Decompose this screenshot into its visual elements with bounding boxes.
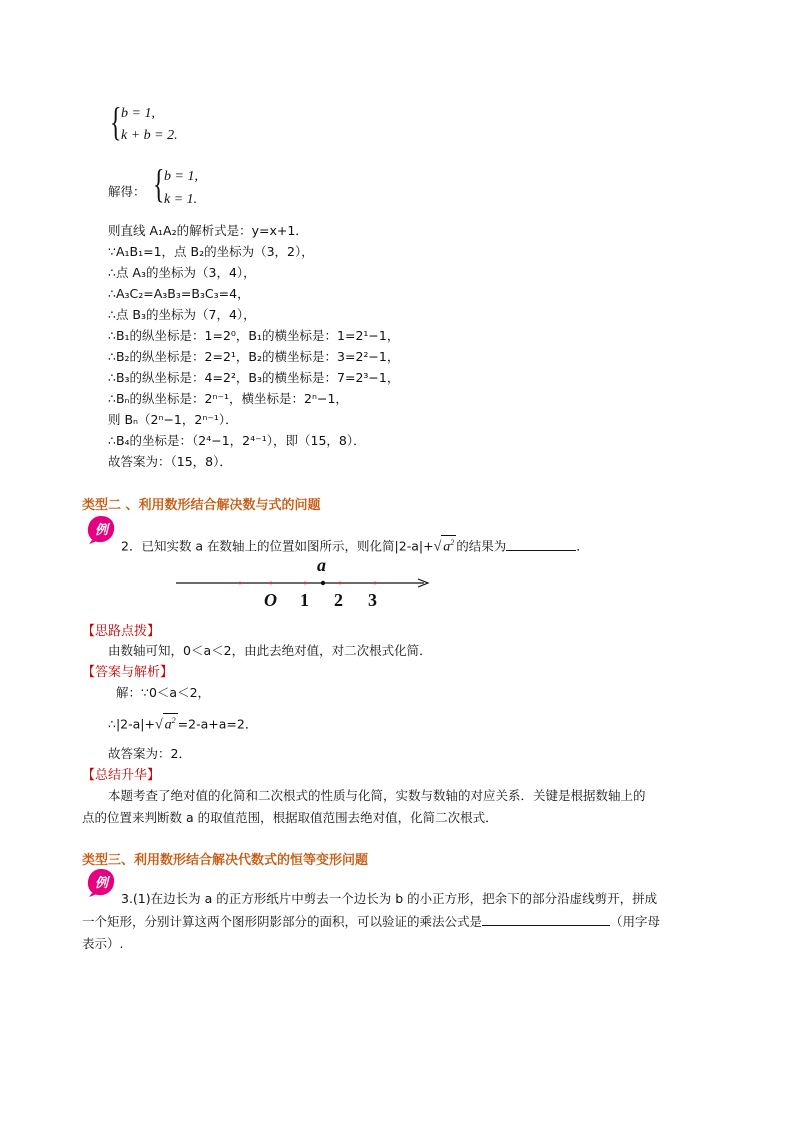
sqrt-base: a — [443, 539, 451, 555]
solution-line: 则 Bₙ（2ⁿ−1，2ⁿ⁻¹）． — [108, 412, 238, 427]
solution-line: ∴B₄的坐标是：（2⁴−1，2⁴⁻¹），即（15，8）． — [108, 433, 366, 448]
axis-tick — [339, 582, 342, 585]
solution-line: 则直线 A₁A₂的解析式是：y=x+1． — [108, 223, 308, 238]
question-3-line-3: 表示）. — [82, 936, 124, 951]
summary-tag: 【总结升华】 — [82, 768, 161, 783]
system-eq1: b = 1, — [121, 106, 155, 121]
answer-line-2-post: =2-a+a=2． — [177, 716, 258, 732]
answer-blank[interactable] — [506, 538, 576, 551]
solution-line: ∴Bₙ的纵坐标是：2ⁿ⁻¹，横坐标是：2ⁿ−1， — [108, 391, 348, 406]
axis-label-2: 2 — [334, 590, 343, 610]
axis-label-a: a — [317, 555, 326, 575]
sqrt-expr: √ $a^2$ — [434, 535, 457, 556]
point-a — [321, 581, 325, 585]
axis-label-o: O — [264, 590, 277, 610]
axis-label-3: 3 — [368, 590, 377, 610]
solution-line: ∴B₁的纵坐标是：1=2⁰，B₁的横坐标是：1=2¹−1， — [108, 328, 400, 343]
solution-line: ∴A₃C₂=A₃B₃=B₃C₃=4， — [108, 286, 250, 301]
solution-line: 故答案为：（15，8）． — [108, 454, 232, 469]
question-3-line-2 — [82, 912, 660, 930]
question-3-line-2-pre: 一个矩形，分别计算这两个图形阴影部分的面积，可以验证的乘法公式是 — [82, 914, 483, 929]
solution-line: ∴点 A₃的坐标为（3，4）， — [108, 265, 256, 280]
sqrt-base: a — [164, 717, 172, 733]
formula-blank[interactable] — [482, 913, 610, 926]
answer-line-1: 解：∵0＜a＜2， — [116, 685, 211, 700]
question-2: 2．已知实数 a 在数轴上的位置如图所示，则化简|2-a|+√ $a^2$ 的结果为 ． — [121, 535, 589, 556]
axis-label-1: 1 — [300, 590, 309, 610]
section-heading: 类型三、利用数形结合解决代数式的恒等变形问题 — [82, 853, 369, 868]
solve-eq1: b = 1, — [164, 169, 198, 184]
badge-label: 例 — [95, 876, 109, 891]
solve-label: 解得： — [108, 184, 146, 199]
hint-text: 由数轴可知，0＜a＜2，由此去绝对值，对二次根式化简． — [108, 643, 432, 658]
axis-tick — [239, 582, 242, 585]
axis-tick — [270, 582, 273, 585]
solution-line: ∴B₂的纵坐标是：2=2¹，B₂的横坐标是：3=2²−1， — [108, 349, 400, 364]
answer-line-2 — [108, 713, 257, 734]
sqrt-exponent: 2 — [450, 538, 455, 547]
left-brace: { — [110, 99, 122, 144]
summary-line-2: 点的位置来判断数 a 的取值范围，根据取值范围去绝对值，化简二次根式． — [82, 810, 498, 825]
system-eq2: k + b = 2. — [121, 128, 178, 143]
question-3-line-1: 3.(1)在边长为 a 的正方形纸片中剪去一个边长为 b 的小正方形，把余下的部分沿虚线剪开，拼成 — [121, 891, 658, 906]
axis-tick — [374, 582, 377, 585]
badge-label: 例 — [95, 523, 109, 538]
answer-line-3: 故答案为：2． — [108, 746, 191, 761]
sqrt-exponent: 2 — [171, 716, 176, 725]
solution-line: ∵A₁B₁=1，点 B₂的坐标为（3，2）， — [108, 244, 314, 259]
question-2-post: 的结果为 — [456, 538, 507, 554]
summary-line-1: 本题考查了绝对值的化简和二次根式的性质与化简，实数与数轴的对应关系．关键是根据数轴上的 — [108, 788, 646, 803]
axis-tick — [304, 582, 307, 585]
solve-eq2: k = 1. — [164, 192, 198, 207]
solution-line: ∴点 B₃的坐标为（7，4）， — [108, 307, 256, 322]
hint-tag: 【思路点拨】 — [82, 624, 161, 639]
answer-tag: 【答案与解析】 — [82, 665, 174, 680]
sqrt-expr: √ $a^2$ — [155, 713, 178, 734]
solution-line: ∴B₃的纵坐标是：4=2²，B₃的横坐标是：7=2³−1， — [108, 370, 400, 385]
section-heading: 类型二 、利用数形结合解决数与式的问题 — [82, 498, 321, 513]
question-2-pre: 2．已知实数 a 在数轴上的位置如图所示，则化简|2-a|+ — [121, 538, 434, 554]
left-brace: { — [153, 161, 165, 206]
question-3-line-2-post: （用字母 — [610, 914, 661, 929]
answer-line-2-pre: ∴|2-a|+ — [108, 716, 155, 732]
